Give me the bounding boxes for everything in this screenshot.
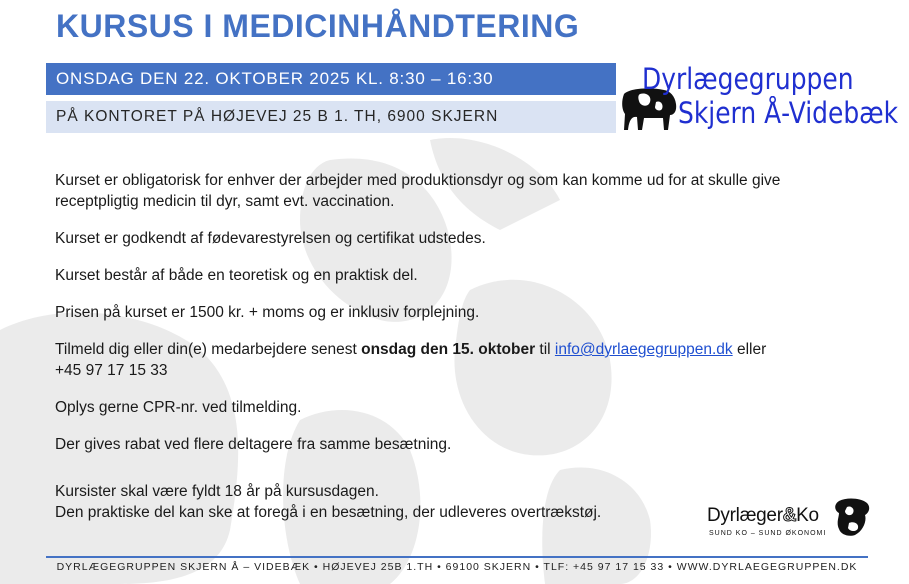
- signup-phone: +45 97 17 15 33: [55, 362, 168, 379]
- location-banner: [46, 101, 616, 133]
- page-title: KURSUS I MEDICINHÅNDTERING: [56, 8, 580, 44]
- signup-text-b: til: [535, 341, 555, 358]
- signup-text-c: eller: [732, 341, 767, 358]
- footer-contact: DYRLÆGEGRUPPEN SKJERN Å – VIDEBÆK • HØJEVEJ 25B 1.TH • 69100 SKJERN • TLF: +45 97 17 15 33 • WWW.DYRLAEGEGRUPPEN.DK: [56, 561, 858, 573]
- brand-tagline: SUND KO – SUND ØKONOMI: [709, 530, 827, 537]
- course-description: [55, 170, 825, 523]
- cow-head-icon: [833, 497, 871, 537]
- paragraph-practical: Den praktiske del kan ske at foregå i en besætning, der udleveres overtrækstøj.: [55, 504, 602, 521]
- date-banner: [46, 63, 616, 95]
- brand-ampersand: &: [782, 505, 797, 526]
- brand-part-b: Ko: [796, 505, 819, 526]
- dyrlaegegruppen-logo: [620, 62, 899, 134]
- paragraph-age: Kursister skal være fyldt 18 år på kursusdagen.: [55, 483, 379, 500]
- email-link[interactable]: info@dyrlaegegruppen.dk: [554, 341, 733, 358]
- footer-divider: [46, 556, 868, 558]
- paragraph-mandatory: Kurset er obligatorisk for enhver der arbejder med produktionsdyr og som kan komme ud for at skulle give receptpligtig medicin til dyr, samt evt. vaccination.: [55, 172, 781, 210]
- paragraph-parts: Kurset består af både en teoretisk og en praktisk del.: [55, 267, 418, 284]
- paragraph-approval: Kurset er godkendt af fødevarestyrelsen og certifikat udstedes.: [55, 230, 486, 247]
- logo-line-2: Skjern Å-Videbæk: [678, 96, 899, 130]
- location-text: PÅ KONTORET PÅ HØJEVEJ 25 B 1. TH, 6900 SKJERN: [56, 108, 499, 125]
- paragraph-signup: [55, 339, 825, 381]
- paragraph-discount: Der gives rabat ved flere deltagere fra samme besætning.: [55, 436, 452, 453]
- brand-part-a: Dyrlæger: [707, 505, 783, 526]
- paragraph-cpr: Oplys gerne CPR-nr. ved tilmelding.: [55, 399, 302, 416]
- logo-line-1: Dyrlægegruppen: [642, 62, 854, 96]
- paragraph-price: Prisen på kurset er 1500 kr. + moms og er inklusiv forplejning.: [55, 304, 480, 321]
- date-text: ONSDAG DEN 22. OKTOBER 2025 KL. 8:30 – 16:30: [56, 69, 494, 88]
- brand-text: [707, 505, 819, 527]
- signup-text-a: Tilmeld dig eller din(e) medarbejdere senest: [55, 341, 362, 358]
- dyrlaeger-og-ko-logo: [705, 497, 875, 545]
- signup-deadline: onsdag den 15. oktober: [361, 341, 536, 358]
